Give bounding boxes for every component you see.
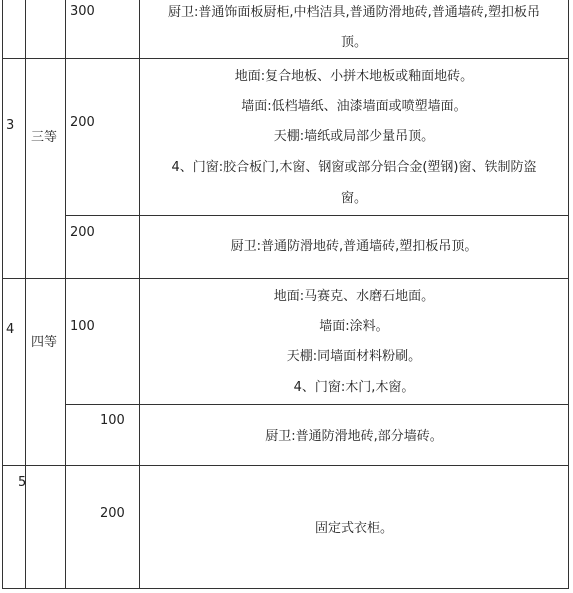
row-number: 4 xyxy=(6,322,15,337)
row-number: 3 xyxy=(6,118,15,133)
row-border xyxy=(66,404,569,405)
spec-line: 天棚:同墙面材料粉刷。 xyxy=(286,349,422,364)
price-cell: 200 xyxy=(70,225,95,240)
col-border xyxy=(2,0,3,589)
spec-line: 天棚:墙纸或局部少量吊顶。 xyxy=(273,129,435,144)
spec-line: 窗。 xyxy=(340,191,367,206)
spec-line: 墙面:低档墙纸、油漆墙面或喷塑墙面。 xyxy=(241,99,467,114)
row-border xyxy=(66,215,569,216)
price-cell: 100 xyxy=(100,413,125,428)
price-cell: 200 xyxy=(70,115,95,130)
row-border xyxy=(2,465,569,466)
row-number: 5 xyxy=(18,475,27,490)
spec-line: 厨卫:普通饰面板厨柜,中档洁具,普通防滑地砖,普通墙砖,塑扣板吊 xyxy=(168,5,540,20)
price-cell: 100 xyxy=(70,319,95,334)
price-cell: 200 xyxy=(100,506,125,521)
row-border xyxy=(2,588,569,589)
col-border xyxy=(568,0,569,589)
row-border xyxy=(2,58,569,59)
spec-line: 墙面:涂料。 xyxy=(319,319,389,334)
spec-line: 4、门窗:胶合板门,木窗、钢窗或部分铝合金(塑钢)窗、铁制防盗 xyxy=(171,160,537,175)
spec-line: 厨卫:普通防滑地砖,部分墙砖。 xyxy=(265,429,443,444)
grade-cell: 三等 xyxy=(31,130,58,145)
grade-cell: 四等 xyxy=(31,335,58,350)
spec-line: 地面:马赛克、水磨石地面。 xyxy=(273,289,435,304)
spec-line: 厨卫:普通防滑地砖,普通墙砖,塑扣板吊顶。 xyxy=(230,239,478,254)
spec-line: 4、门窗:木门,木窗。 xyxy=(293,380,415,395)
col-border xyxy=(25,0,26,589)
spec-line: 顶。 xyxy=(340,35,367,50)
price-cell: 300 xyxy=(70,4,95,19)
spec-line: 地面:复合地板、小拼木地板或釉面地砖。 xyxy=(234,69,474,84)
col-border xyxy=(65,0,66,589)
row-border xyxy=(2,278,569,279)
spec-line: 固定式衣柜。 xyxy=(314,521,393,536)
